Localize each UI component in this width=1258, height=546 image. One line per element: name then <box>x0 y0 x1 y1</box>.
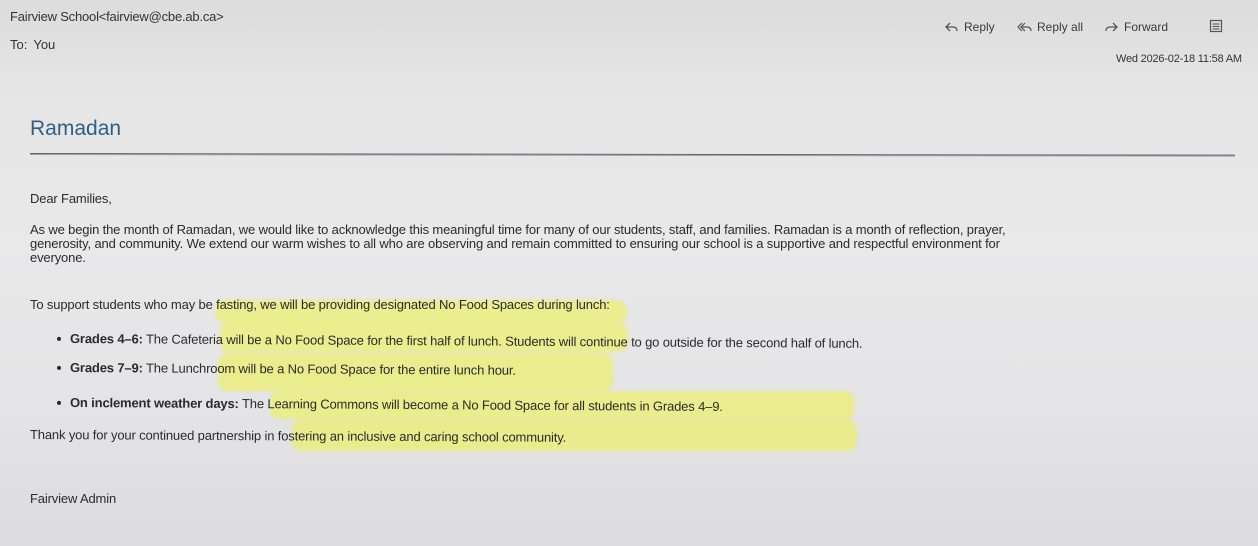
bullet-grades-4-6 <box>70 331 863 351</box>
bullet-label: On inclement weather days: <box>69 395 239 412</box>
forward-label: Forward <box>1124 20 1169 34</box>
forward-button[interactable] <box>1104 20 1168 34</box>
reply-all-icon <box>1017 21 1032 33</box>
to-value: You <box>33 37 56 52</box>
intro-line: everyone. <box>30 250 86 265</box>
support-paragraph: To support students who may be fasting, we will be providing designated No Food Spaces during lunch: <box>30 297 610 312</box>
closing-paragraph: Thank you for your continued partnership in fostering an inclusive and caring school community. <box>29 427 567 445</box>
to-label: To: <box>10 37 28 52</box>
bullet-inclement-weather <box>70 395 723 414</box>
more-options-icon <box>1209 19 1223 33</box>
reply-button[interactable] <box>944 20 995 34</box>
intro-line: As we begin the month of Ramadan, we would like to acknowledge this meaningful time for many of our students, staff, and families. Ramadan is a month of reflection, prayer, <box>30 222 1006 237</box>
bullet-label: Grades 7–9: <box>69 360 143 376</box>
email-subject: Ramadan <box>30 117 122 140</box>
reply-label: Reply <box>964 20 995 34</box>
intro-line: generosity, and community. We extend our warm wishes to all who are observing and remain committed to ensuring our school is a supportive and respectful environment for <box>30 236 1000 251</box>
bullet-label: Grades 4–6: <box>69 331 143 347</box>
sent-date: Wed 2026-02-18 11:58 AM <box>1116 53 1242 65</box>
more-options-button[interactable] <box>1209 19 1223 33</box>
reply-icon <box>944 21 959 33</box>
bullet-text: The Cafeteria will be a No Food Space for the first half of lunch. Students will continue to go outside for the second half of lunch. <box>142 331 863 351</box>
signature: Fairview Admin <box>30 491 117 506</box>
bullet-text: The Lunchroom will be a No Food Space for the entire lunch hour. <box>142 360 516 378</box>
bullet-grades-7-9 <box>70 360 516 378</box>
bullet-text: The Learning Commons will become a No Food Space for all students in Grades 4–9. <box>238 396 723 414</box>
subject-divider <box>30 153 1235 156</box>
recipient-line <box>10 37 55 52</box>
sender-line[interactable]: Fairview School<fairview@cbe.ab.ca> <box>10 9 224 24</box>
forward-icon <box>1104 21 1119 33</box>
greeting: Dear Families, <box>30 191 112 206</box>
reply-all-label: Reply all <box>1037 20 1084 34</box>
intro-paragraph <box>30 223 1006 265</box>
reply-all-button[interactable] <box>1017 20 1083 34</box>
